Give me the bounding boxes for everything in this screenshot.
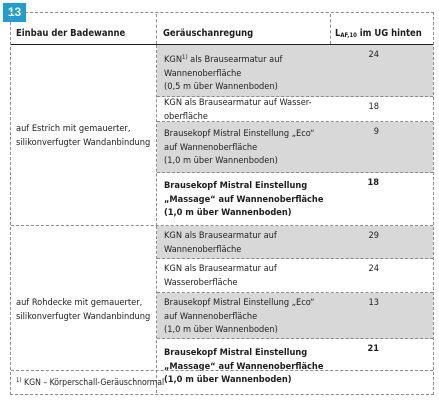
footnote-rule xyxy=(11,370,433,371)
excitation-line: (1,0 m über Wannenboden) xyxy=(164,324,278,336)
figure-number-badge: 13 xyxy=(3,3,26,22)
header-excitation: Geräuschanregung xyxy=(163,28,254,39)
level-value: 29 xyxy=(368,230,379,241)
excitation-line: Brausekopf Mistral Einstellung „Eco“ xyxy=(164,297,315,308)
header-divider-1 xyxy=(156,14,157,44)
header-level-subscript: AF,10 xyxy=(340,32,357,39)
excitation-line: KGN als Brausearmatur auf xyxy=(164,263,277,274)
excitation-line: auf Wannenoberfläche xyxy=(164,310,258,322)
excitation-text xyxy=(164,179,429,220)
column-divider xyxy=(156,45,157,226)
excitation-line: „Massage“ auf Wannenoberfläche xyxy=(164,193,324,205)
installation-line: silikonverfugter Wandanbindung xyxy=(16,311,151,322)
excitation-line: Brausekopf Mistral Einstellung „Eco“ xyxy=(164,128,315,139)
excitation-line: oberfläche xyxy=(164,110,208,122)
level-value: 21 xyxy=(367,343,379,354)
excitation-line: KGN$^{1)}$ als Brausearmatur auf xyxy=(164,54,283,65)
excitation-line: (1,0 m über Wannenboden) xyxy=(164,155,278,167)
column-divider xyxy=(156,226,157,393)
excitation-text xyxy=(164,262,429,289)
excitation-text xyxy=(164,346,429,387)
excitation-line: Wasseroberfläche xyxy=(164,276,238,288)
table-row xyxy=(157,339,433,393)
table-row xyxy=(157,45,433,97)
level-value: 18 xyxy=(368,101,379,112)
excitation-text xyxy=(164,51,429,94)
table-row xyxy=(157,293,433,339)
table-row xyxy=(157,259,433,293)
table-row xyxy=(157,97,433,122)
excitation-line: (1,0 m über Wannenboden) xyxy=(164,207,292,219)
installation-label xyxy=(16,122,156,150)
excitation-line: Wannenoberfläche xyxy=(164,67,242,79)
level-value: 24 xyxy=(368,263,379,274)
footnote xyxy=(16,375,164,389)
excitation-line: „Massage“ auf Wannenoberfläche xyxy=(164,360,324,372)
level-value: 9 xyxy=(373,126,379,137)
header-level-symbol: L xyxy=(335,28,341,39)
header-divider-2 xyxy=(330,14,331,44)
footnote-text: KGN – Körperschall-Geräuschnormal xyxy=(24,378,165,388)
header-level xyxy=(335,24,422,44)
table-row xyxy=(157,173,433,226)
excitation-line: Brausekopf Mistral Einstellung xyxy=(164,347,308,358)
installation-line: auf Rohdecke mit gemauerter, xyxy=(16,297,143,308)
footnote-mark: 1) xyxy=(16,377,22,384)
header-installation: Einbau der Badewanne xyxy=(16,28,126,39)
installation-line: silikonverfugter Wandanbindung xyxy=(16,137,151,148)
excitation-text xyxy=(164,96,429,123)
excitation-line: auf Wannenoberfläche xyxy=(164,141,258,153)
excitation-line: (1,0 m über Wannenboden) xyxy=(164,374,292,386)
excitation-line: Wannenoberfläche xyxy=(164,243,242,255)
level-value: 18 xyxy=(367,177,379,188)
level-value: 13 xyxy=(368,297,379,308)
table-row xyxy=(157,122,433,173)
excitation-line: (0,5 m über Wannenboden) xyxy=(164,81,278,93)
excitation-text xyxy=(164,229,429,256)
footnote-ref: 1) xyxy=(182,54,188,61)
excitation-line: Brausekopf Mistral Einstellung xyxy=(164,180,308,191)
excitation-text xyxy=(164,127,429,168)
excitation-line: KGN als Brausearmatur auf Wasser- xyxy=(164,97,312,108)
installation-label xyxy=(16,296,156,324)
excitation-line: KGN als Brausearmatur auf xyxy=(164,230,277,241)
table-row xyxy=(157,226,433,259)
excitation-text xyxy=(164,296,429,337)
level-value: 24 xyxy=(368,49,379,60)
installation-line: auf Estrich mit gemauerter, xyxy=(16,123,131,134)
header-level-suffix: im UG hinten xyxy=(356,28,422,39)
